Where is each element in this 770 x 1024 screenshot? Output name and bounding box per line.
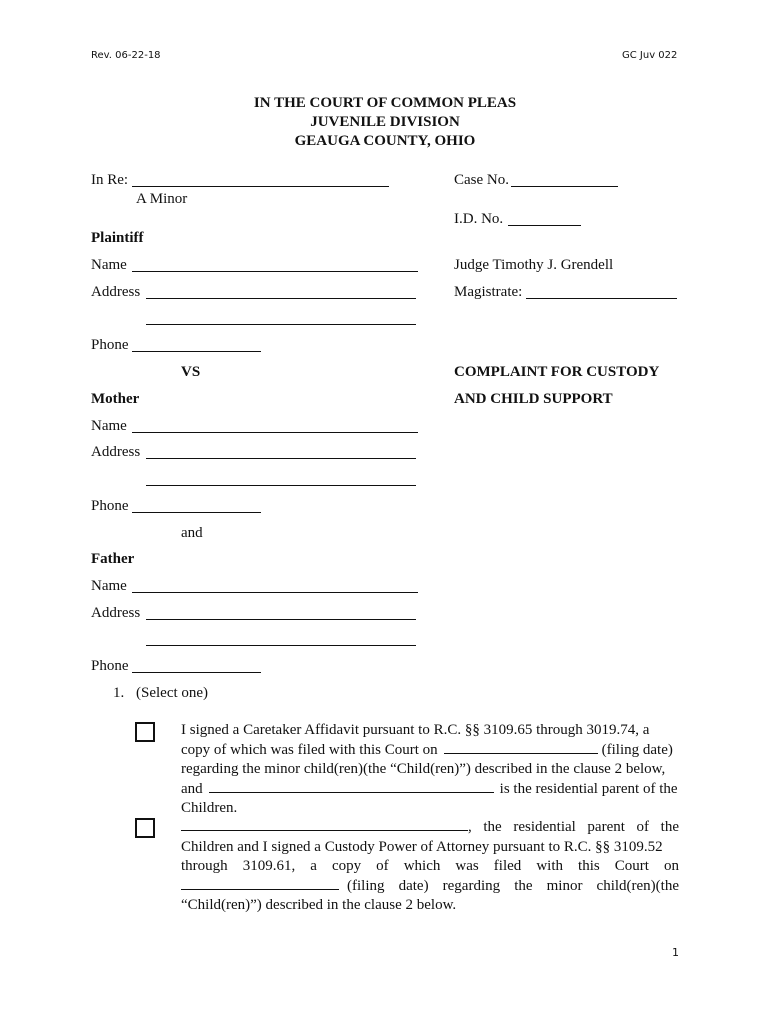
- in-re-label: In Re:: [91, 172, 129, 188]
- option2-filing-date-field[interactable]: [181, 877, 339, 890]
- mother-name-field[interactable]: [132, 432, 418, 433]
- court-heading-line1: IN THE COURT OF COMMON PLEAS: [253, 95, 517, 111]
- plaintiff-name-label: Name: [91, 257, 127, 273]
- page-number: 1: [672, 946, 679, 959]
- mother-address-label: Address: [91, 444, 141, 460]
- option1-parent-name-field[interactable]: [209, 780, 494, 793]
- mother-address-field[interactable]: [146, 458, 416, 459]
- father-heading: Father: [91, 551, 135, 567]
- option1-line4: [181, 780, 679, 800]
- minor-label: A Minor: [136, 191, 188, 207]
- judge-name: Judge Timothy J. Grendell: [454, 257, 614, 273]
- option1-paragraph: [181, 721, 679, 819]
- plaintiff-name-field[interactable]: [132, 271, 418, 272]
- and-label: and: [181, 525, 203, 541]
- id-no-label: I.D. No.: [454, 211, 504, 227]
- mother-name-label: Name: [91, 418, 127, 434]
- option1-line1: I signed a Caretaker Affidavit pursuant to R.C. §§ 3109.65 through 3019.74, a: [181, 722, 650, 738]
- revision-label: Rev. 06-22-18: [91, 50, 161, 61]
- father-address-field[interactable]: [146, 619, 416, 620]
- father-phone-label: Phone: [91, 658, 129, 674]
- option2-line5: “Child(ren)”) described in the clause 2 below.: [181, 897, 457, 913]
- father-address-label: Address: [91, 605, 141, 621]
- option2-line3: through 3109.61, a copy of which was filed with this Court on: [181, 858, 679, 874]
- plaintiff-phone-field[interactable]: [132, 351, 261, 352]
- option1-line4-and: and: [181, 780, 203, 797]
- option2-line1-text: , the residential parent of the: [468, 819, 679, 835]
- magistrate-field[interactable]: [526, 298, 677, 299]
- father-name-label: Name: [91, 578, 127, 594]
- court-heading-line3: GEAUGA COUNTY, OHIO: [294, 133, 476, 149]
- option2-line4: [181, 877, 679, 897]
- plaintiff-address-label: Address: [91, 284, 141, 300]
- option2-line1: [181, 818, 679, 838]
- option2-paragraph: [181, 818, 679, 916]
- option1-line2-text: copy of which was filed with this Court on: [181, 741, 438, 758]
- case-no-field[interactable]: [511, 186, 618, 187]
- plaintiff-heading: Plaintiff: [91, 230, 144, 246]
- vs-label: VS: [181, 364, 201, 380]
- plaintiff-address-field-2[interactable]: [146, 324, 416, 325]
- complaint-title-line2: AND CHILD SUPPORT: [454, 391, 613, 407]
- option2-line2: Children and I signed a Custody Power of Attorney pursuant to R.C. §§ 3109.52: [181, 838, 663, 855]
- item1-text: (Select one): [136, 685, 209, 701]
- option1-line5: Children.: [181, 800, 238, 816]
- option2-line4-text: (filing date) regarding the minor child(ren)(the: [347, 877, 679, 894]
- court-heading-line2: JUVENILE DIVISION: [310, 114, 460, 130]
- option1-checkbox[interactable]: [135, 722, 155, 742]
- option2-checkbox[interactable]: [135, 818, 155, 838]
- option1-line3: regarding the minor child(ren)(the “Child(ren)”) described in the clause 2 below,: [181, 761, 666, 777]
- option2-parent-name-field[interactable]: [181, 818, 468, 831]
- case-no-label: Case No.: [454, 172, 509, 188]
- option1-line2: [181, 741, 679, 761]
- option1-line4-text: is the residential parent of the: [499, 780, 678, 797]
- complaint-title-line1: COMPLAINT FOR CUSTODY: [454, 364, 660, 380]
- plaintiff-phone-label: Phone: [91, 337, 129, 353]
- mother-address-field-2[interactable]: [146, 485, 416, 486]
- form-code: GC Juv 022: [622, 50, 678, 61]
- father-address-field-2[interactable]: [146, 645, 416, 646]
- option1-filing-date-label: (filing date): [601, 741, 673, 758]
- mother-phone-label: Phone: [91, 498, 129, 514]
- mother-phone-field[interactable]: [132, 512, 261, 513]
- mother-heading: Mother: [91, 391, 140, 407]
- item1-number: 1.: [113, 685, 125, 701]
- father-phone-field[interactable]: [132, 672, 261, 673]
- plaintiff-address-field[interactable]: [146, 298, 416, 299]
- magistrate-label: Magistrate:: [454, 284, 523, 300]
- id-no-field[interactable]: [508, 225, 581, 226]
- in-re-field[interactable]: [132, 186, 389, 187]
- father-name-field[interactable]: [132, 592, 418, 593]
- option1-filing-date-field[interactable]: [444, 741, 598, 754]
